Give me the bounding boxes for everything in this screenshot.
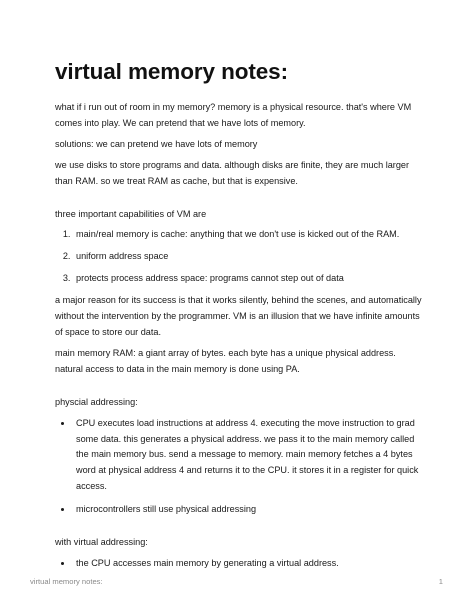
paragraph-physical-heading: physcial addressing: <box>55 396 138 407</box>
paragraph-success: a major reason for its success is that it works silently, behind the scenes, and automatically without the intervention by the programmer. VM is an illusion that we have infinite amounts of space to store our data. <box>55 295 422 337</box>
paragraph-intro: what if i run out of room in my memory? memory is a physical resource. that's where VM comes into play. We can pretend that we have lots of memory. <box>55 102 412 128</box>
page-content <box>55 58 425 579</box>
paragraph-solutions: solutions: we can pretend we have lots of memory <box>55 138 258 149</box>
virtual-addressing-list <box>55 556 425 572</box>
paragraph-capabilities-heading: three important capabilities of VM are <box>55 208 207 219</box>
paragraph-virtual-heading: with virtual addressing: <box>55 537 148 548</box>
page-title: virtual memory notes: <box>55 59 288 84</box>
list-item: 3. protects process address space: programs cannot step out of data <box>73 271 425 287</box>
footer-page-number: 1 <box>438 577 443 586</box>
footer-title: virtual memory notes: <box>30 577 103 586</box>
list-item: 1. main/real memory is cache: anything that we don't use is kicked out of the RAM. <box>73 227 425 243</box>
capabilities-list <box>55 227 425 287</box>
list-item: 2. uniform address space <box>73 249 425 265</box>
list-item: • microcontrollers still use physical addressing <box>73 502 425 518</box>
list-item: • the CPU accesses main memory by generating a virtual address. <box>73 556 425 572</box>
physical-addressing-list <box>55 416 425 518</box>
list-item: • CPU executes load instructions at address 4. executing the move instruction to grad some data. this generates a physical address. we pass it to the main memory called the main memory bus. send a message to memory. main memory fetches a 4 bytes word at physical address 4 and returns it to the CPU. it stores it in a register for quick access. <box>73 416 425 496</box>
paragraph-disks: we use disks to store programs and data. although disks are finite, they are much larger than RAM. so we treat RAM as cache, but that is expensive. <box>55 159 410 186</box>
paragraph-main-memory: main memory RAM: a giant array of bytes. each byte has a unique physical address. natural access to data in the main memory is done using PA. <box>55 347 396 374</box>
